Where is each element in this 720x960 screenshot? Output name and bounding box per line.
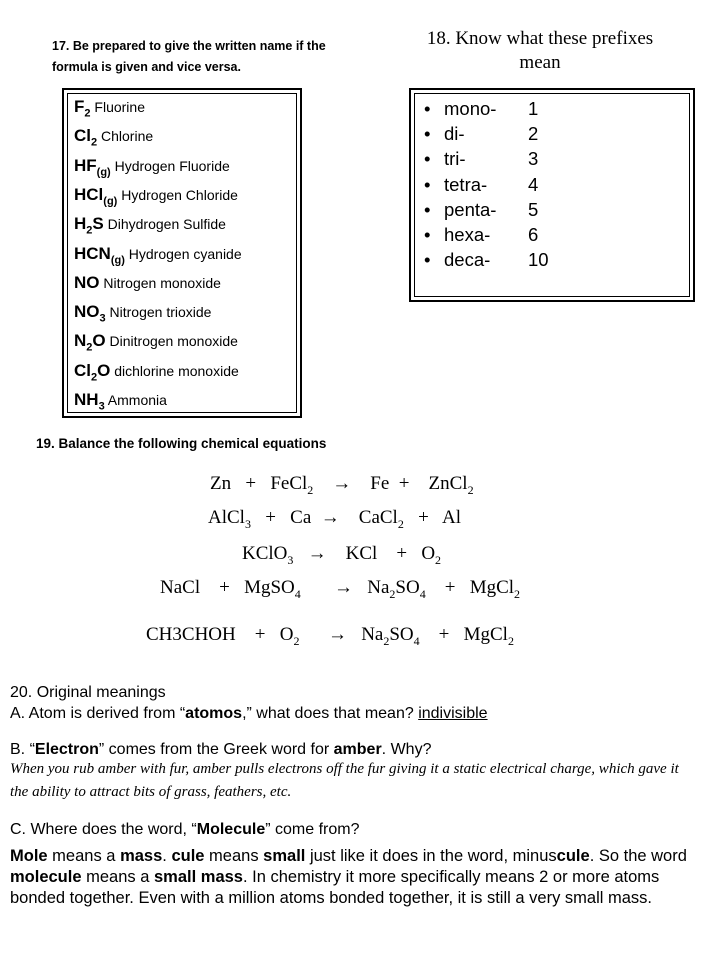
prefix-name: tetra- <box>444 173 488 195</box>
question-20c: C. Where does the word, “Molecule” come from? <box>10 821 360 838</box>
bullet-icon: • <box>424 173 431 195</box>
answer-c-segment: just like it does in the word, minus <box>305 847 557 865</box>
question-19: 19. Balance the following chemical equations <box>36 436 327 451</box>
answer-c-segment: means a <box>81 868 154 886</box>
prefix-item <box>424 224 538 246</box>
formula-row <box>74 156 230 178</box>
answer-c-segment: small <box>263 847 306 865</box>
answer-c-segment: . So the word <box>589 847 687 865</box>
answer-c-segment: . <box>162 847 172 865</box>
prefix-item <box>424 174 538 196</box>
arrow-icon: → <box>332 473 352 494</box>
formula-symbol: $H_2S$ <box>74 214 104 237</box>
prefix-name: tri- <box>444 148 466 170</box>
formula-symbol: $Cl_2$ <box>74 126 98 149</box>
prefix-value: 2 <box>528 123 539 145</box>
prefix-value: 1 <box>528 98 539 119</box>
formula-symbol: $HF_{(g)}$ <box>74 155 111 178</box>
answer-c-segment: molecule <box>10 868 82 886</box>
formula-symbol: $N_2O$ <box>74 331 106 354</box>
bullet-icon: • <box>424 148 431 170</box>
formula-symbol: $F_2$ <box>74 97 91 120</box>
formula-row <box>74 185 238 207</box>
formula-name: Hydrogen cyanide <box>124 245 242 262</box>
arrow-icon: → <box>307 543 327 564</box>
formula-row <box>74 390 167 412</box>
prefix-value: 3 <box>528 148 539 170</box>
bullet-icon: • <box>424 198 431 220</box>
formula-name: Dihydrogen Sulfide <box>103 216 226 233</box>
question-18: 18. Know what these prefixes mean <box>426 28 654 73</box>
arrow-icon: → <box>327 624 347 645</box>
equation-5: CH3CHOH + $O_2$ → $Na_2SO_4$ + MgCl$_2$ <box>146 624 514 648</box>
prefix-item <box>424 123 538 145</box>
formula-name: Hydrogen Fluoride <box>110 157 230 174</box>
formula-row <box>74 273 221 293</box>
formula-symbol: $NO_3$ <box>74 302 106 325</box>
prefix-item <box>424 249 549 271</box>
prefix-name: hexa- <box>444 224 491 245</box>
formula-row <box>74 302 211 324</box>
answer-b: When you rub amber with fur, amber pulls electrons off the fur giving it a static electrical charge, which gave it the ability to attract bits of grass, feathers, etc. <box>10 761 679 800</box>
question-20b: B. “Electron” comes from the Greek word for amber. Why? <box>10 741 432 758</box>
formula-row <box>74 331 238 353</box>
answer-c-segment: means <box>204 847 264 865</box>
bullet-icon: • <box>424 249 431 271</box>
formula-row <box>74 97 145 119</box>
answer-c-segment: small mass <box>154 868 243 886</box>
prefix-name: di- <box>444 123 465 145</box>
formula-name: Fluorine <box>90 99 145 115</box>
bullet-icon: • <box>424 98 431 119</box>
formula-row <box>74 126 153 148</box>
formula-name: Nitrogen trioxide <box>105 304 212 321</box>
prefix-item <box>424 199 538 221</box>
formula-name: Nitrogen monoxide <box>99 274 221 291</box>
formula-name: Ammonia <box>104 392 167 408</box>
answer-c <box>10 846 715 909</box>
formula-symbol: $NH_3$ <box>74 390 105 413</box>
formula-name: Dinitrogen monoxide <box>105 333 238 350</box>
prefix-name: mono- <box>444 98 497 119</box>
prefix-item <box>424 148 538 170</box>
prefix-name: deca- <box>444 249 491 271</box>
answer-c-segment: Mole <box>10 847 48 865</box>
prefix-value: 10 <box>528 249 549 271</box>
formula-symbol: NO <box>74 272 100 292</box>
answer-c-segment: mass <box>120 847 163 865</box>
equation-1: Zn + FeCl$_2$ → Fe + ZnCl$_2$ <box>210 473 474 497</box>
formula-name: dichlorine monoxide <box>110 362 239 379</box>
arrow-icon: → <box>334 577 354 598</box>
prefix-value: 4 <box>528 173 539 195</box>
answer-c-segment: cule <box>556 847 590 865</box>
question-20a: A. Atom is derived from “atomos,” what does that mean? indivisible <box>10 705 488 722</box>
formula-name: Hydrogen Chloride <box>117 186 238 203</box>
formula-name: Chlorine <box>97 128 154 145</box>
bullet-icon: • <box>424 123 431 145</box>
equation-3: KClO$_3$ → KCl + $O_2$ <box>242 543 442 567</box>
bullet-icon: • <box>424 224 431 245</box>
prefix-item <box>424 98 538 120</box>
question-17: 17. Be prepared to give the written name if the formula is given and vice versa. <box>52 39 326 74</box>
formula-row <box>74 361 239 383</box>
question-20-title: 20. Original meanings <box>10 684 166 701</box>
answer-c-segment: cule <box>171 847 205 865</box>
answer-c-segment: means a <box>47 847 121 865</box>
formula-row <box>74 244 242 266</box>
equation-2: AlCl$_3$ + Ca → CaCl$_2$ + Al <box>208 507 462 531</box>
formula-symbol: $Cl_2O$ <box>74 360 111 384</box>
arrow-icon: → <box>320 507 340 528</box>
prefix-value: 6 <box>528 224 539 245</box>
formula-symbol: HCl$_{(g)}$ <box>74 184 118 208</box>
prefix-name: penta- <box>444 198 497 220</box>
answer-c-segment: . In chemistry it more specifically means 2 or more atoms bonded together. Even with a million atoms bonded together, it is still a very small mass. <box>10 868 660 907</box>
formula-row <box>74 214 226 236</box>
prefix-value: 5 <box>528 198 539 220</box>
answer-a: indivisible <box>418 705 488 722</box>
equation-4: NaCl + MgSO$_4$ → $Na_2SO_4$ + MgCl$_2$ <box>160 577 521 601</box>
formula-symbol: $HCN_{(g)}$ <box>74 243 125 266</box>
